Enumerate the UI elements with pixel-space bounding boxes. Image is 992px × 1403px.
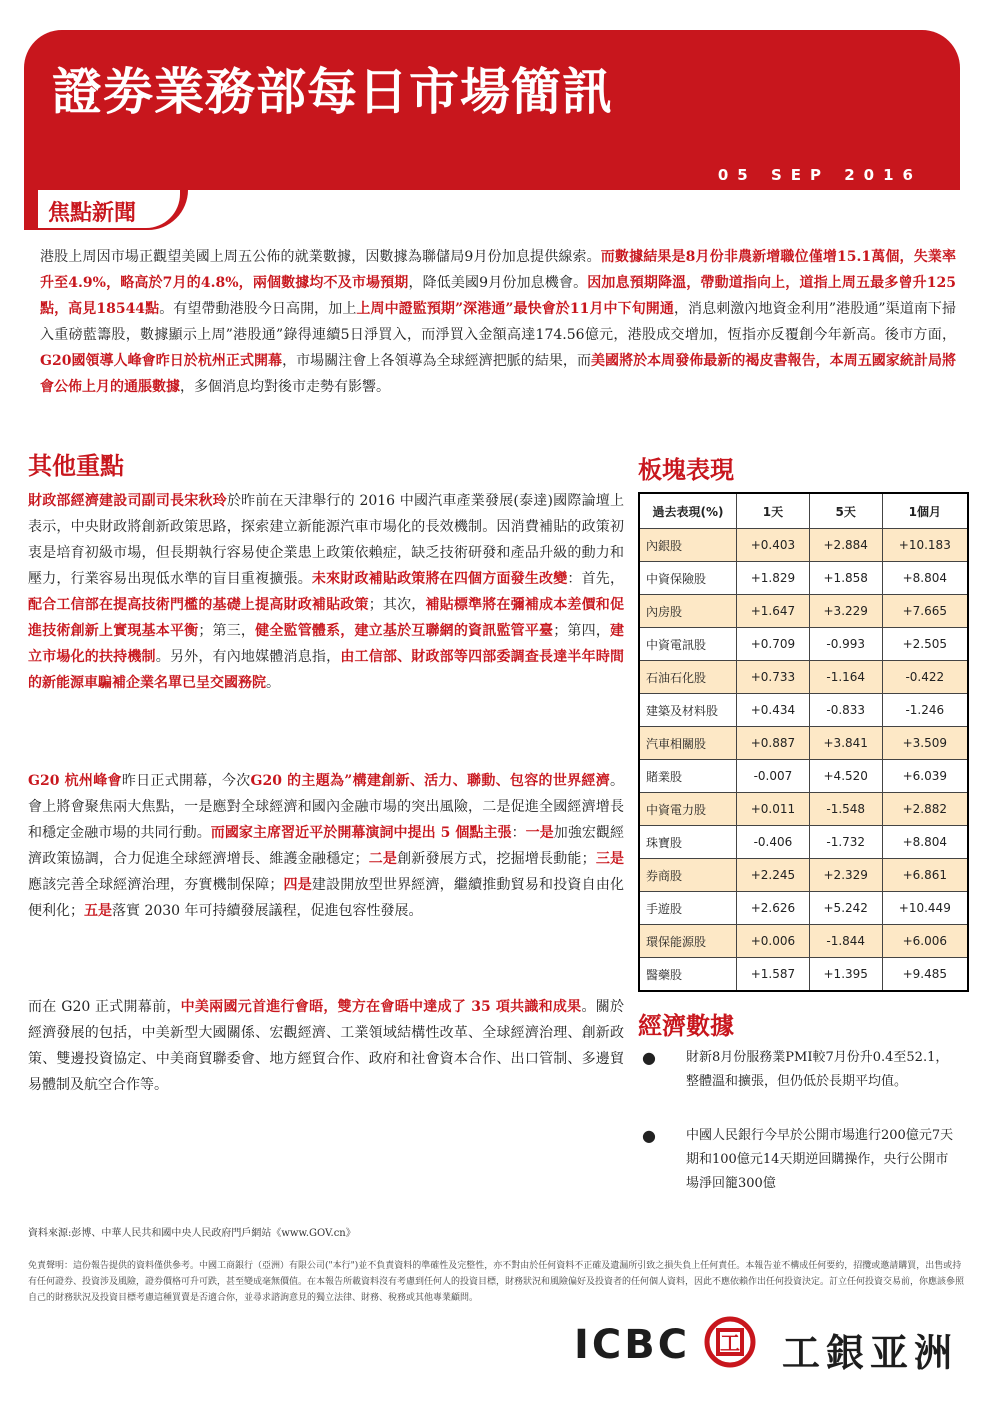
econ-item-text: 中國人民銀行今早於公開市場進行200億元7天期和100億元14天期逆回購操作，央行公開市場淨回籠300億: [686, 1128, 954, 1191]
highlight-text: 由工信部、財政部等四部委調查長達半年時間的新能源車騙補企業名單已呈交國務院: [28, 649, 625, 691]
value-1m: +2.505: [882, 628, 968, 661]
table-row: [639, 892, 968, 925]
bullet-icon: ●: [642, 1048, 656, 1067]
econ-bullet-2: [642, 1124, 960, 1196]
sector-name: 石油石化股: [639, 661, 737, 694]
highlight-text: 上周中證監預期”深港通”最快會於11月中下旬開通: [356, 301, 674, 317]
sector-performance-heading: 板塊表現: [638, 456, 734, 484]
table-row: [639, 595, 968, 628]
value-1d: +1.587: [737, 958, 810, 992]
value-1m: +8.804: [882, 826, 968, 859]
col-header-1m: 1個月: [882, 493, 968, 529]
sector-name: 環保能源股: [639, 925, 737, 958]
body-text: ；第三，: [198, 623, 256, 639]
value-1m: +10.449: [882, 892, 968, 925]
table-row: [639, 694, 968, 727]
bullet-icon: ●: [642, 1126, 656, 1145]
body-text: 應該完善全球經濟治理，夯實機制保障；: [28, 877, 284, 893]
value-5d: +4.520: [809, 760, 882, 793]
value-1d: +1.647: [737, 595, 810, 628]
sector-name: 券商股: [639, 859, 737, 892]
value-1d: +0.011: [737, 793, 810, 826]
col-header-1d: 1天: [737, 493, 810, 529]
highlight-text: 健全監管體系，建立基於互聯網的資訊監管平臺: [255, 623, 554, 639]
focus-news-heading: 焦點新聞: [48, 201, 137, 226]
highlight-text: 一是: [525, 825, 554, 841]
value-5d: +1.858: [809, 562, 882, 595]
sector-name: 中資保險股: [639, 562, 737, 595]
value-5d: +5.242: [809, 892, 882, 925]
body-text: 。: [266, 675, 280, 691]
icbc-logo-text: ICBC: [574, 1322, 691, 1368]
highlight-text: 建立市場化的扶持機制: [28, 623, 625, 665]
body-text: 落實 2030 年可持續發展議程，促進包容性發展。: [112, 903, 423, 919]
sector-name: 珠寶股: [639, 826, 737, 859]
body-text: ；其次，: [368, 597, 426, 613]
source-note: 資料來源:彭博、中華人民共和國中央人民政府門戶網站《www.GOV.cn》: [28, 1228, 356, 1239]
highlight-text: G20國領導人峰會昨日於杭州正式開幕: [40, 353, 283, 369]
value-1m: -1.246: [882, 694, 968, 727]
highlight-paragraph-2: [28, 768, 624, 924]
value-5d: +2.884: [809, 529, 882, 562]
table-row: [639, 727, 968, 760]
table-row: [639, 562, 968, 595]
table-row: [639, 529, 968, 562]
value-1d: +1.829: [737, 562, 810, 595]
body-text: ：: [511, 825, 526, 841]
sector-name: 中資電訊股: [639, 628, 737, 661]
econ-bullet-1: [642, 1046, 960, 1118]
value-5d: +2.329: [809, 859, 882, 892]
body-text: ，市場關注會上各領導為全球經濟把脈的結果，而: [282, 353, 591, 369]
table-row: [639, 661, 968, 694]
col-header-5d: 5天: [809, 493, 882, 529]
table-row: [639, 859, 968, 892]
value-1d: +0.733: [737, 661, 810, 694]
highlight-paragraph-1: [28, 488, 624, 696]
disclaimer: 免責聲明：這份報告提供的資料僅供參考。中國工商銀行（亞洲）有限公司("本行")並不負責資料的準確性及完整性，亦不對由於任何資料不正確及遺漏所引致之損失負上任何責任。本報告並不構成任何要約，招攬或邀請購買，出售或持有任何證券、投資涉及風險，證券價格可升可跌，甚至變成毫無價值。在本報告所載資料沒有考慮到任何人的投資目標，財務狀況和風險偏好及投資者的任何個人資料，因此不應依賴作出任何投資決定。訂立任何投資交易前，你應該參照自己的財務狀況及投資目標考慮這種買賣是否適合你，並尋求諮詢意見的獨立法律、財務、稅務或其他專業顧問。: [28, 1261, 965, 1303]
body-text: ，消息刺激內地資金利用”港股通”渠道南下掃入重磅藍籌股，數據顯示上周”港股通”錄得連續5日淨買入，而淨買入金額高達174.56億元，港股成交增加，恆指亦反覆創今年新高。後市方面，: [40, 301, 956, 343]
value-1d: +0.434: [737, 694, 810, 727]
value-1m: +8.804: [882, 562, 968, 595]
value-5d: -0.833: [809, 694, 882, 727]
body-text: ，降低美國9月份加息機會。: [408, 275, 588, 291]
focus-news-paragraph: [40, 244, 956, 400]
body-text: 於昨前在天津舉行的 2016 中國汽車產業發展(泰達)國際論壇上表示，中央財政將創新政策思路，探索建立新能源汽車市場化的長效機制。因消費補貼的政策初衷是培育初級市場，但長期執行容易使企業患上政策依賴症，缺乏技術研發和產品升級的動力和壓力，行業容易出現低水準的盲目重複擴張。: [28, 493, 625, 587]
value-5d: -1.164: [809, 661, 882, 694]
value-1m: +2.882: [882, 793, 968, 826]
highlight-paragraph-3: [28, 994, 624, 1098]
body-text: 。有望帶動港股今日高開，加上: [159, 301, 357, 317]
table-row: [639, 826, 968, 859]
body-text: 建設開放型世界經濟，繼續推動貿易和投資自由化便利化；: [28, 877, 625, 919]
value-1m: -0.422: [882, 661, 968, 694]
report-date: 05 SEP 2016: [717, 166, 922, 184]
highlight-text: 四是: [283, 877, 312, 893]
body-text: 。另外，有內地媒體消息指，: [155, 649, 341, 665]
highlight-text: 而數據結果是8月份非農新增職位僅增15.1萬個，失業率升至4.9%，略高於7月的4.8%，兩個數據均不及市場預期: [40, 249, 956, 291]
body-text: ，多個消息均對後市走勢有影響。: [180, 379, 390, 395]
value-5d: -1.732: [809, 826, 882, 859]
body-text: 加強宏觀經濟政策協調，合力促進全球經濟增長、維護金融穩定；: [28, 825, 625, 867]
body-text: 創新發展方式，挖掘增長動能；: [397, 851, 596, 867]
value-1m: +10.183: [882, 529, 968, 562]
value-1m: +9.485: [882, 958, 968, 992]
highlight-text: 補貼標準將在彌補成本差價和促進技術創新上實現基本平衡: [28, 597, 625, 639]
body-text: 。會上將會聚焦兩大焦點，一是應對全球經濟和國內金融市場的突出風險，二是促進全國經濟增長和穩定金融市場的共同行動。: [28, 773, 625, 841]
highlight-text: G20 杭州峰會: [28, 773, 122, 789]
value-1d: +2.626: [737, 892, 810, 925]
table-row: [639, 628, 968, 661]
value-5d: -0.993: [809, 628, 882, 661]
value-5d: +3.841: [809, 727, 882, 760]
highlight-text: 因加息預期降溫，帶動道指向上，道指上周五最多曾升125點，高見18544點: [40, 275, 956, 317]
other-highlights-heading: 其他重點: [28, 452, 124, 480]
highlight-text: 配合工信部在提高技術門檻的基礎上提高財政補貼政策: [28, 597, 369, 613]
col-header-period: 過去表現(%): [639, 493, 737, 529]
sector-name: 賭業股: [639, 760, 737, 793]
table-row: [639, 925, 968, 958]
page-title: 證劵業務部每日市場簡訊: [52, 63, 613, 121]
econ-item-text: 財新8月份服務業PMI較7月份升0.4至52.1，整體溫和擴張，但仍低於長期平均值。: [686, 1050, 949, 1089]
table-row: [639, 958, 968, 992]
highlight-text: 財政部經濟建設司副司長宋秋玲: [28, 493, 227, 509]
value-1d: +0.403: [737, 529, 810, 562]
value-1m: +6.039: [882, 760, 968, 793]
sector-name: 內銀股: [639, 529, 737, 562]
highlight-text: 美國將於本周發佈最新的褐皮書報告，本周五國家統計局將會公佈上月的通脹數據: [40, 353, 956, 395]
value-5d: +3.229: [809, 595, 882, 628]
highlight-text: 而國家主席習近平於開幕演詞中提出 5 個點主張: [210, 825, 512, 841]
highlight-text: G20 的主題為”構建創新、活力、聯動、包容的世界經濟: [250, 773, 611, 789]
sector-name: 醫藥股: [639, 958, 737, 992]
sector-name: 建築及材料股: [639, 694, 737, 727]
sector-name: 內房股: [639, 595, 737, 628]
body-text: 。關於經濟發展的包括，中美新型大國關係、宏觀經濟、工業領域結構性改革、全球經濟治理、創新政策、雙邊投資協定、中美商貿聯委會、地方經貿合作、政府和社會資本合作、出口管制、多邊貿易體制及航空合作等。: [28, 999, 625, 1093]
value-1d: -0.007: [737, 760, 810, 793]
value-1d: +0.006: [737, 925, 810, 958]
icbc-asia-logo-text: 工銀亚洲: [782, 1331, 959, 1375]
highlight-text: 未來財政補貼政策將在四個方面發生改變: [311, 571, 568, 587]
table-header-row: [639, 493, 968, 529]
body-text: 而在 G20 正式開幕前，: [28, 999, 181, 1015]
value-1m: +6.861: [882, 859, 968, 892]
value-5d: -1.548: [809, 793, 882, 826]
sector-name: 汽車相關股: [639, 727, 737, 760]
body-text: 港股上周因市場正觀望美國上周五公佈的就業數據，因數據為聯儲局9月份加息提供線索。: [40, 249, 601, 265]
table-row: [639, 760, 968, 793]
icbc-seal-icon: [704, 1316, 756, 1368]
value-1d: +0.709: [737, 628, 810, 661]
body-text: ：首先，: [567, 571, 625, 587]
value-1m: +6.006: [882, 925, 968, 958]
value-5d: +1.395: [809, 958, 882, 992]
highlight-text: 三是: [595, 851, 625, 867]
table-row: [639, 793, 968, 826]
value-1d: -0.406: [737, 826, 810, 859]
table-body: [639, 529, 968, 992]
highlight-text: 二是: [368, 851, 398, 867]
sector-performance-table: [638, 492, 969, 992]
value-5d: -1.844: [809, 925, 882, 958]
value-1m: +3.509: [882, 727, 968, 760]
highlight-text: 五是: [84, 903, 112, 919]
value-1d: +0.887: [737, 727, 810, 760]
body-text: 昨日正式開幕，今次: [121, 773, 251, 789]
sector-name: 中資電力股: [639, 793, 737, 826]
highlight-text: 中美兩國元首進行會晤，雙方在會晤中達成了 35 項共識和成果: [180, 999, 582, 1015]
value-1d: +2.245: [737, 859, 810, 892]
economic-data-heading: 經濟數據: [638, 1012, 734, 1040]
body-text: ；第四，: [553, 623, 611, 639]
value-1m: +7.665: [882, 595, 968, 628]
sector-name: 手遊股: [639, 892, 737, 925]
seal-character: 工: [720, 1331, 740, 1355]
